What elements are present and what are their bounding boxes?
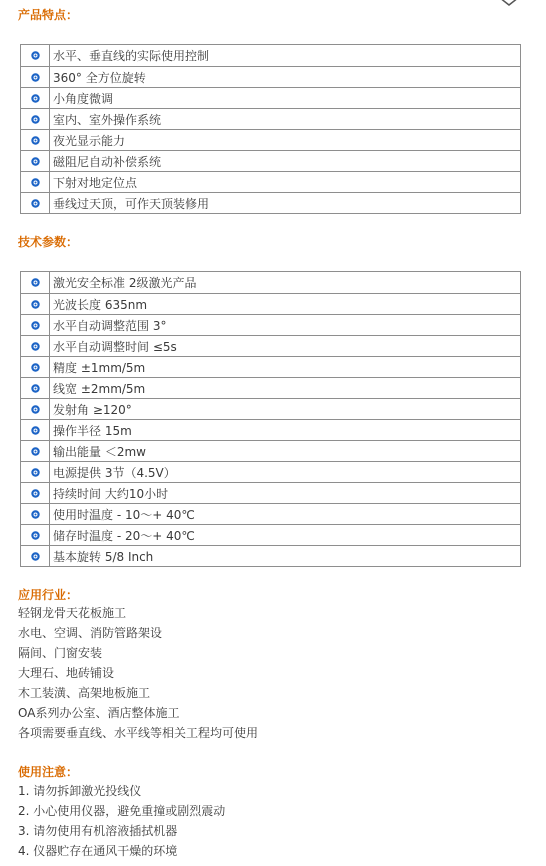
- features-row: [21, 150, 520, 171]
- bullet-icon: [31, 384, 40, 393]
- notes-list-item: 4. 仪器贮存在通风干燥的环境: [18, 844, 178, 858]
- specs-table: [20, 271, 521, 567]
- features-item-text: 垂线过天顶，可作天顶装修用: [53, 196, 210, 211]
- bullet-icon: [31, 489, 40, 498]
- features-row: [21, 108, 520, 129]
- bullet-icon: [31, 157, 40, 166]
- specs-title: 技术参数：: [18, 235, 79, 249]
- specs-item-text: 电源提供 3节（4.5V）: [53, 465, 176, 480]
- notes-list-item: 3. 请勿使用有机溶液插拭机器: [18, 824, 178, 838]
- bullet-cell: [21, 462, 50, 482]
- features-item-text: 磁阻尼自动补偿系统: [53, 154, 162, 169]
- bullet-cell: [21, 336, 50, 356]
- bullet-cell: [21, 151, 50, 171]
- bullet-icon: [31, 199, 40, 208]
- features-title: 产品特点：: [18, 8, 79, 22]
- bullet-cell: [21, 172, 50, 192]
- bullet-cell: [21, 378, 50, 398]
- bullet-icon: [31, 552, 40, 561]
- applications-list-item: 水电、空调、消防管路架设: [18, 626, 163, 640]
- bullet-cell: [21, 399, 50, 419]
- specs-item-text: 水平自动调整范围 3°: [53, 318, 167, 333]
- applications-list: [18, 603, 258, 743]
- specs-row: [21, 545, 520, 566]
- applications-list-item: 各项需要垂直线、水平线等相关工程均可使用: [18, 726, 259, 740]
- specs-row: [21, 482, 520, 503]
- bullet-icon: [31, 531, 40, 540]
- specs-item-text: 使用时温度 - 10～+ 40℃: [53, 507, 195, 522]
- features-item-text: 小角度微调: [53, 91, 114, 106]
- features-row: [21, 45, 520, 66]
- notes-list: [18, 781, 225, 861]
- specs-item-text: 基本旋转 5/8 Inch: [53, 549, 154, 564]
- applications-list-item: OA系列办公室、酒店整体施工: [18, 706, 180, 720]
- applications-list-item: 隔间、门窗安装: [18, 646, 103, 660]
- specs-row: [21, 524, 520, 545]
- bullet-cell: [21, 109, 50, 129]
- applications-list-item: 大理石、地砖铺设: [18, 666, 115, 680]
- bullet-cell: [21, 67, 50, 87]
- specs-item-text: 水平自动调整时间 ≤5s: [53, 339, 177, 354]
- features-item-text: 室内、室外操作系统: [53, 112, 162, 127]
- bullet-icon: [31, 94, 40, 103]
- features-item-text: 360° 全方位旋转: [53, 70, 146, 85]
- bullet-cell: [21, 357, 50, 377]
- corner-chevron-icon: [494, 0, 524, 8]
- specs-item-text: 输出能量 ＜2mw: [53, 444, 146, 459]
- features-item-text: 水平、垂直线的实际使用控制: [53, 49, 210, 63]
- bullet-cell: [21, 294, 50, 314]
- specs-row: [21, 503, 520, 524]
- features-table: [20, 44, 521, 214]
- specs-row: [21, 314, 520, 335]
- specs-row: [21, 461, 520, 482]
- bullet-icon: [31, 468, 40, 477]
- bullet-cell: [21, 504, 50, 524]
- bullet-cell: [21, 193, 50, 213]
- specs-row: [21, 398, 520, 419]
- applications-list-item: 轻钢龙骨天花板施工: [18, 606, 127, 620]
- applications-list-item: 木工装潢、高架地板施工: [18, 686, 151, 700]
- bullet-cell: [21, 483, 50, 503]
- specs-row: [21, 419, 520, 440]
- features-row: [21, 192, 520, 213]
- features-row: [21, 87, 520, 108]
- bullet-icon: [31, 510, 40, 519]
- specs-row: [21, 440, 520, 461]
- features-row: [21, 129, 520, 150]
- bullet-icon: [31, 73, 40, 82]
- bullet-icon: [31, 278, 40, 287]
- bullet-icon: [31, 405, 40, 414]
- bullet-icon: [31, 321, 40, 330]
- bullet-cell: [21, 420, 50, 440]
- bullet-cell: [21, 88, 50, 108]
- specs-item-text: 持续时间 大约10小时: [53, 486, 169, 501]
- bullet-icon: [31, 426, 40, 435]
- specs-row: [21, 335, 520, 356]
- bullet-icon: [31, 136, 40, 145]
- bullet-cell: [21, 315, 50, 335]
- bullet-cell: [21, 441, 50, 461]
- specs-item-text: 光波长度 635nm: [53, 297, 148, 312]
- specs-item-text: 激光安全标准 2级激光产品: [53, 276, 197, 290]
- features-item-text: 下射对地定位点: [53, 175, 138, 190]
- features-row: [21, 66, 520, 87]
- specs-item-text: 精度 ±1mm/5m: [53, 360, 146, 375]
- specs-row: [21, 356, 520, 377]
- bullet-cell: [21, 272, 50, 293]
- specs-item-text: 发射角 ≥120°: [53, 402, 132, 417]
- notes-list-item: 1. 请勿拆卸激光投线仪: [18, 784, 142, 798]
- bullet-icon: [31, 178, 40, 187]
- features-row: [21, 171, 520, 192]
- bullet-icon: [31, 447, 40, 456]
- specs-row: [21, 272, 520, 293]
- specs-item-text: 操作半径 15m: [53, 423, 132, 438]
- bullet-icon: [31, 300, 40, 309]
- features-item-text: 夜光显示能力: [53, 133, 126, 148]
- bullet-icon: [31, 115, 40, 124]
- bullet-cell: [21, 546, 50, 566]
- bullet-cell: [21, 45, 50, 66]
- bullet-icon: [31, 51, 40, 60]
- specs-item-text: 线宽 ±2mm/5m: [53, 381, 146, 396]
- bullet-cell: [21, 130, 50, 150]
- bullet-cell: [21, 525, 50, 545]
- specs-row: [21, 293, 520, 314]
- bullet-icon: [31, 342, 40, 351]
- bullet-icon: [31, 363, 40, 372]
- applications-title: 应用行业：: [18, 588, 79, 602]
- specs-row: [21, 377, 520, 398]
- specs-item-text: 储存时温度 - 20～+ 40℃: [53, 528, 195, 543]
- notes-title: 使用注意：: [18, 765, 79, 779]
- notes-list-item: 2. 小心使用仪器，避免重撞或剧烈震动: [18, 804, 226, 818]
